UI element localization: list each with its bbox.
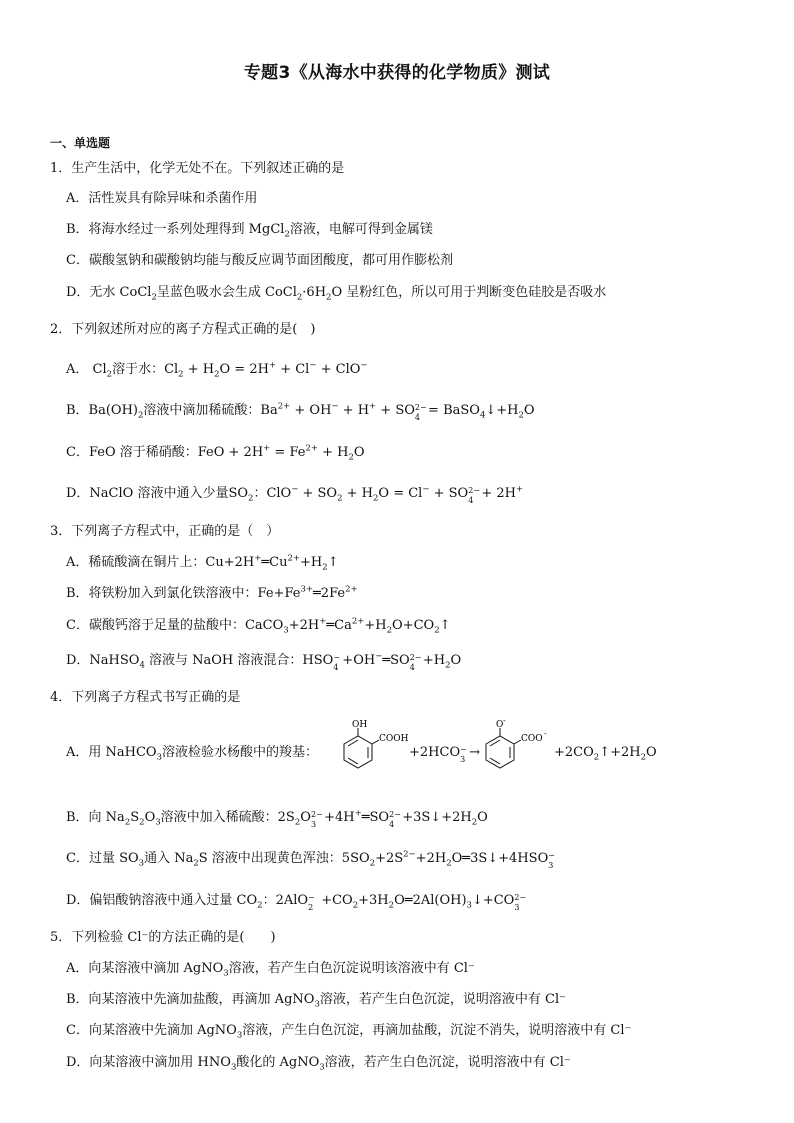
carboxyl-label: COOH — [379, 734, 409, 744]
phenoxide-charge: - — [503, 716, 506, 725]
question-3-option-d: D．NaHSO$_4$ 溶液与 NaOH 溶液混合：HSO − 4 +OH−═SO 2− 4 $+H_2O$ — [66, 651, 462, 672]
question-3-stem: 3．下列离子方程式中，正确的是（ ） — [50, 524, 280, 539]
question-3-option-c: C．碳酸钙溶于足量的盐酸中：$CaCO_3+2H^+═Ca^{2+}+H_2O+CO_2↑$ — [66, 616, 451, 636]
hydroxyl-label: OH — [352, 720, 368, 730]
question-2-option-a: A． $Cl_2$溶于水：$Cl_2 + H_2O = 2H^+ + Cl^- + ClO^-$ — [66, 360, 368, 380]
question-1-option-a: A．活性炭具有除异味和杀菌作用 — [66, 191, 258, 206]
salicylate-dianion-structure — [466, 716, 556, 782]
question-2-stem: 2．下列叙述所对应的离子方程式正确的是( ) — [50, 322, 316, 337]
question-4-option-b: B．向 $Na_2S_2O_3$溶液中加入稀硫酸：$2S_2O$ 2− 3 +4H+═SO 2− 4 $+3S↓+2H_2O$ — [66, 808, 488, 829]
question-4-option-c: C．过量 $SO_3$通入 $Na_2S$ 溶液中出现黄色浑浊：$5SO_2+2S^{2-}+2H_2O═3S↓+4HSO$ − 3 — [66, 849, 555, 870]
question-2-option-d: D．NaClO 溶液中通入少量$SO_2$：$ClO^- + SO_2 + H_2O = Cl^-$ + SO 2− 4 + 2H+ — [66, 484, 524, 505]
section-heading: 一、单选题 — [50, 136, 111, 150]
page-title: 专题3《从海水中获得的化学物质》测试 — [243, 63, 551, 83]
carboxylate-charge: - — [544, 729, 547, 738]
question-1-option-d: D．无水 CoCl$_2$呈蓝色吸水会生成 $CoCl_2\cdot 6H_2O$ 呈粉红色，所以可用于判断变色硅胶是否吸水 — [66, 285, 607, 303]
question-5-option-b: B．向某溶液中先滴加盐酸，再滴加 AgNO$_3$溶液，若产生白色沉淀，说明溶液中有 Cl⁻ — [66, 992, 566, 1010]
question-5-option-d: D．向某溶液中滴加用 $HNO_3$酸化的 AgNO$_3$溶液，若产生白色沉淀，说明溶液中有 Cl⁻ — [66, 1055, 571, 1073]
question-1-stem: 1．生产生活中，化学无处不在。下列叙述正确的是 — [50, 161, 345, 176]
question-3-option-a: A．稀硫酸滴在铜片上：$Cu+2H^+═Cu^{2+}+H_2↑$ — [66, 553, 339, 573]
phenoxide-label: O — [496, 720, 504, 730]
question-5-option-a: A．向某溶液中滴加 AgNO$_3$溶液，若产生白色沉淀说明该溶液中有 Cl⁻ — [66, 961, 475, 979]
salicylic-acid-structure — [324, 720, 409, 782]
question-1-option-b: B．将海水经过一系列处理得到 MgCl$_2$溶液，电解可得到金属镁 — [66, 222, 433, 240]
question-5-option-c: C．向某溶液中先滴加 AgNO$_3$溶液，产生白色沉淀，再滴加盐酸，沉淀不消失，说明溶液中有 Cl⁻ — [66, 1023, 632, 1041]
exam-page: 专题3《从海水中获得的化学物质》测试 一、单选题 1．生产生活中，化学无处不在。下列叙述正确的是 A．活性炭具有除异味和杀菌作用 B．将海水经过一系列处理得到 MgCl$_2$溶液，电解可得到金属镁 C．碳酸氢钠和碳酸钠均能与酸反应调节面团酸度，都可用作膨松剂 D．无水 CoCl$_2$呈蓝色吸水会生成 $CoCl_2\cdot 6H_2O$ 呈粉红色，所以可用于判断变色硅胶是否吸水 2．下列叙述所对应的离子方程式正确的是( ) A． $Cl_2$溶于水：$Cl_2 + H_2O = 2H^+ + Cl^- + ClO^-$ B．$Ba(OH)_2$溶液中滴加稀硫酸：$Ba^{2+} + OH^- + H^+$ + SO 2− 4 = $BaSO_4↓+H_2O$ C．FeO 溶于稀硝酸：FeO + $2H^+ = Fe^{2+} + H_2O$ D．NaClO 溶液中通入少量$SO_2$：$ClO^- + SO_2 + H_2O = Cl^-$ + SO 2− 4 + 2H+ 3．下列离子方程式中，正确的是（ ） A．稀硫酸滴在铜片上：$Cu+2H^+═Cu^{2+}+H_2↑$ B．将铁粉加入到氯化铁溶液中：$Fe+Fe^{3+}═2Fe^{2+}$ C．碳酸钙溶于足量的盐酸中：$CaCO_3+2H^+═Ca^{2+}+H_2O+CO_2↑$ D．NaHSO$_4$ 溶液与 NaOH 溶液混合：HSO − 4 +OH−═SO 2− 4 $+H_2O$ 4．下列离子方程式书写正确的是 A．用 NaHCO$_3$溶液检验水杨酸中的羧基： OH COOH +2HCO − 3 → O - COO - $+2CO_2↑+2H_2O$ B．向 $Na_2S_2O_3$溶液中加入稀硫酸：$2S_2O$ 2− 3 +4H+═SO 2− 4 $+3S↓+2H_2O$ C．过量 $SO_3$通入 $Na_2S$ 溶液中出现黄色浑浊：$5SO_2+2S^{2-}+2H_2O═3S↓+4HSO$ − 3 D．偏铝酸钠溶液中通入过量 $CO_2$：2AlO − 2 $+CO_2+3H_2O═2Al(OH)_3↓+CO$ 2− 3 5．下列检验 Cl⁻的方法正确的是( ) A．向某溶液中滴加 AgNO$_3$溶液，若产生白色沉淀说明该溶液中有 Cl⁻ B．向某溶液中先滴加盐酸，再滴加 AgNO$_3$溶液，若产生白色沉淀，说明溶液中有 Cl⁻ C．向某溶液中先滴加 AgNO$_3$溶液，产生白色沉淀，再滴加盐酸，沉淀不消失，说明溶液中有 Cl⁻ D．向某溶液中滴加用 $HNO_3$酸化的 AgNO$_3$溶液，若产生白色沉淀，说明溶液中有 Cl⁻ — [0, 0, 794, 1123]
question-2-option-c: C．FeO 溶于稀硝酸：FeO + $2H^+ = Fe^{2+} + H_2O$ — [66, 443, 365, 463]
question-3-option-b: B．将铁粉加入到氯化铁溶液中：$Fe+Fe^{3+}═2Fe^{2+}$ — [66, 584, 358, 601]
question-1-option-c: C．碳酸氢钠和碳酸钠均能与酸反应调节面团酸度，都可用作膨松剂 — [66, 253, 453, 268]
question-4-option-d: D．偏铝酸钠溶液中通入过量 $CO_2$：2AlO − 2 $+CO_2+3H_2O═2Al(OH)_3↓+CO$ 2− 3 — [66, 893, 527, 912]
question-4-stem: 4．下列离子方程式书写正确的是 — [50, 690, 241, 705]
carboxylate-label: COO — [521, 734, 543, 744]
question-2-option-b: B．$Ba(OH)_2$溶液中滴加稀硫酸：$Ba^{2+} + OH^- + H^+$ + SO 2− 4 = $BaSO_4↓+H_2O$ — [66, 401, 535, 422]
question-5-stem: 5．下列检验 Cl⁻的方法正确的是( ) — [50, 930, 276, 945]
